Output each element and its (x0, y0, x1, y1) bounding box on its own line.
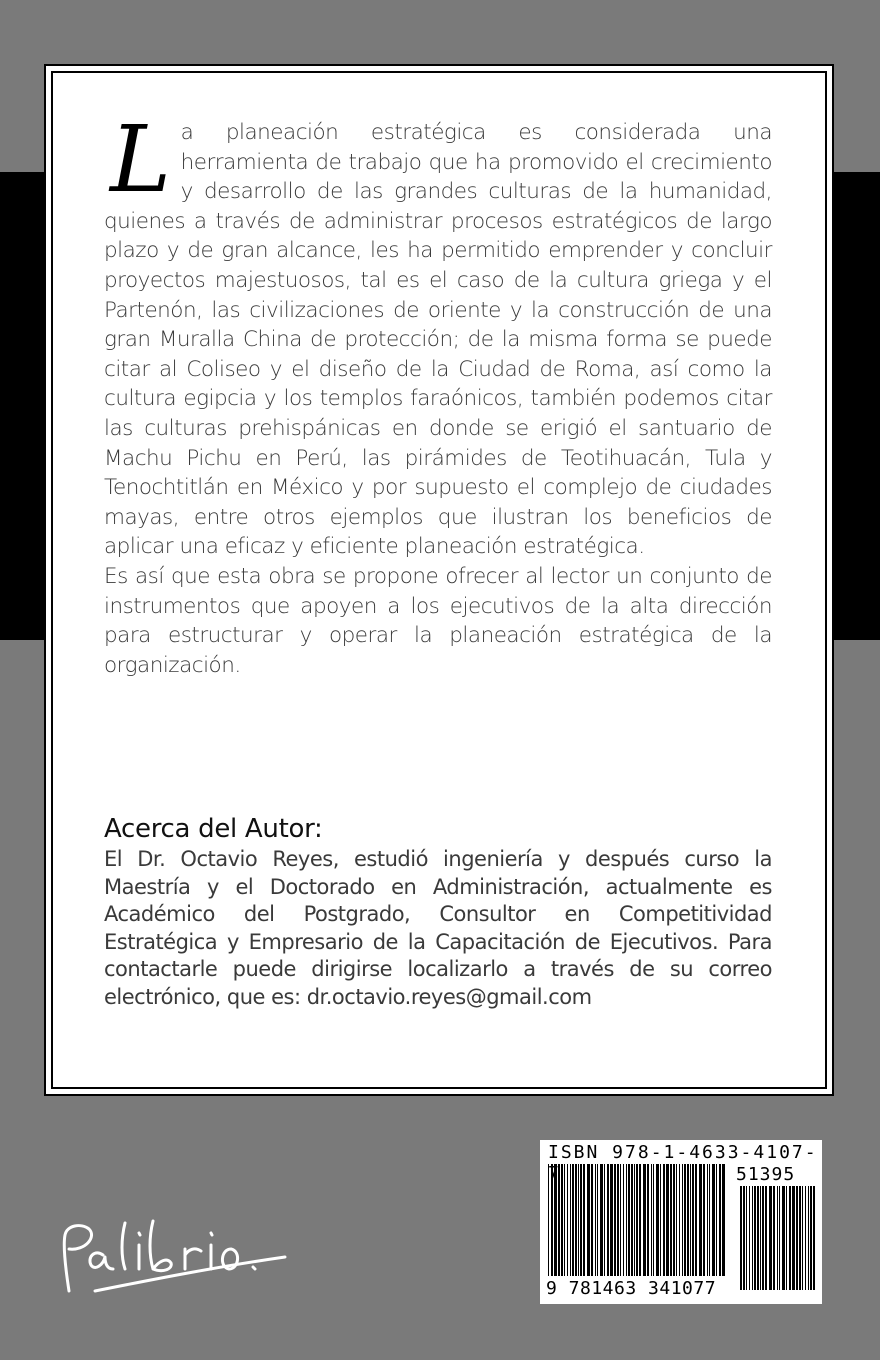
barcode-addon-number: 51395 (736, 1164, 796, 1185)
isbn-barcode (540, 1140, 822, 1304)
dropcap-letter: L (110, 106, 171, 213)
isbn-label: ISBN 978-1-4633-4107- (548, 1142, 818, 1163)
synopsis-paragraph-1: a planeación estratégica es considerada una herramienta de trabajo que ha promovido el crecimiento y desarrollo de las grandes culturas de la humanidad, quienes a través de administrar procesos estratégicos de largo plazo y de gran alcance, les ha permitido emprender y concluir proyectos majestuosos, tal es el caso de la cultura griega y el Partenón, las civilizaciones de oriente y la construcción de una gran Muralla China de protección; de la misma forma se puede citar al Coliseo y el diseño de la Ciudad de Roma, así como la cultura egipcia y los templos faraónicos, también podemos citar las culturas prehispánicas en donde se erigió el santuario de Machu Pichu en Perú, las pirámides de Teotihuacán, Tula y Tenochtitlán en México y por supuesto el complejo de ciudades mayas, entre otros ejemplos que ilustran los beneficios de aplicar una eficaz y eficiente planeación estratégica. (104, 120, 772, 560)
barcode-ean-number: 9 781463 341077 (546, 1278, 717, 1299)
palibrio-logo (55, 1205, 295, 1295)
synopsis (104, 106, 772, 680)
author-bio: El Dr. Octavio Reyes, estudió ingeniería y después curso la Maestría y el Doctorado en Administración, actualmente es Académico del Postgrado, Consultor en Competitividad Estratégica y Empresario de la Capacitación de Ejecutivos. Para contactarle puede dirigirse localizarlo a través de su correo electrónico, que es: dr.octavio.reyes@gmail.com (104, 847, 772, 1009)
author-heading: Acerca del Autor: (104, 814, 323, 844)
synopsis-paragraph-2: Es así que esta obra se propone ofrecer al lector un conjunto de instrumentos que apoyen a los ejecutivos de la alta dirección para estructurar y operar la planeación estratégica de la organización. (104, 563, 772, 678)
